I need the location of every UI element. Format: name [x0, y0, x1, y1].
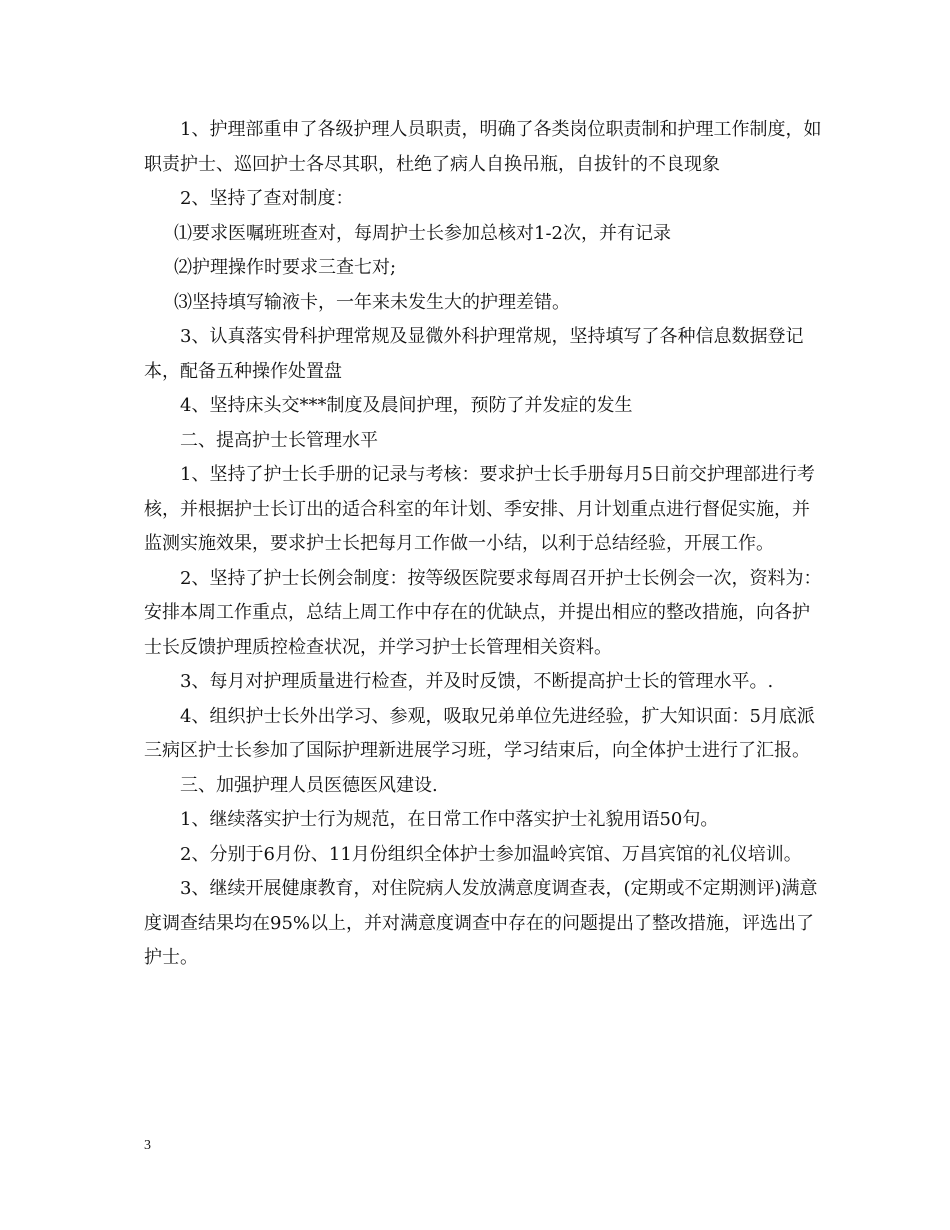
- document-body: [144, 113, 824, 976]
- paragraph-14: 1、继续落实护士行为规范，在日常工作中落实护士礼貌用语50句。: [180, 809, 719, 830]
- section-heading-2: 二、提高护士长管理水平: [180, 429, 378, 451]
- paragraph-12: 4、组织护士长外出学习、参观，吸取兄弟单位先进经验，扩大知识面：5月底派三病区护士长参加了国际护理新进展学习班，学习结束后，向全体护士进行了汇报。: [144, 705, 815, 761]
- paragraph-2: 2、坚持了查对制度：: [180, 188, 354, 209]
- paragraph-6: 3、认真落实骨科护理常规及显微外科护理常规，坚持填写了各种信息数据登记本，配备五种操作处置盘: [144, 326, 804, 382]
- paragraph-5: ⑶坚持填写输液卡，一年来未发生大的护理差错。: [174, 291, 570, 313]
- paragraph-1: 1、护理部重申了各级护理人员职责，明确了各类岗位职责制和护理工作制度，如职责护士、巡回护士各尽其职，杜绝了病人自换吊瓶，自拔针的不良现象: [144, 119, 822, 175]
- paragraph-10: 2、坚持了护士长例会制度：按等级医院要求每周召开护士长例会一次，资料为：安排本周工作重点，总结上周工作中存在的优缺点，并提出相应的整改措施，向各护士长反馈护理质控检查状况，并学习护士长管理相关资料。: [144, 567, 822, 658]
- paragraph-9: 1、坚持了护士长手册的记录与考核：要求护士长手册每月5日前交护理部进行考核，并根据护士长订出的适合科室的年计划、季安排、月计划重点进行督促实施，并监测实施效果，要求护士长把每月工作做一小结，以利于总结经验，开展工作。: [144, 464, 815, 554]
- paragraph-15: 2、分别于6月份、11月份组织全体护士参加温岭宾馆、万昌宾馆的礼仪培训。: [180, 843, 802, 865]
- section-heading-3: 三、加强护理人员医德医风建设.: [180, 774, 438, 796]
- paragraph-16: 3、继续开展健康教育，对住院病人发放满意度调查表，(定期或不定期测评)满意度调查结果均在95%以上，并对满意度调查中存在的问题提出了整改措施，评选出了护士。: [144, 878, 818, 968]
- paragraph-7: 4、坚持床头交***制度及晨间护理，预防了并发症的发生: [180, 395, 633, 416]
- paragraph-4: ⑵护理操作时要求三查七对;: [174, 257, 397, 278]
- paragraph-11: 3、每月对护理质量进行检查，并及时反馈，不断提高护士长的管理水平。.: [180, 671, 774, 692]
- page-number: 3: [144, 1138, 151, 1153]
- paragraph-3: ⑴要求医嘱班班查对，每周护士长参加总核对1-2次，并有记录: [174, 222, 671, 244]
